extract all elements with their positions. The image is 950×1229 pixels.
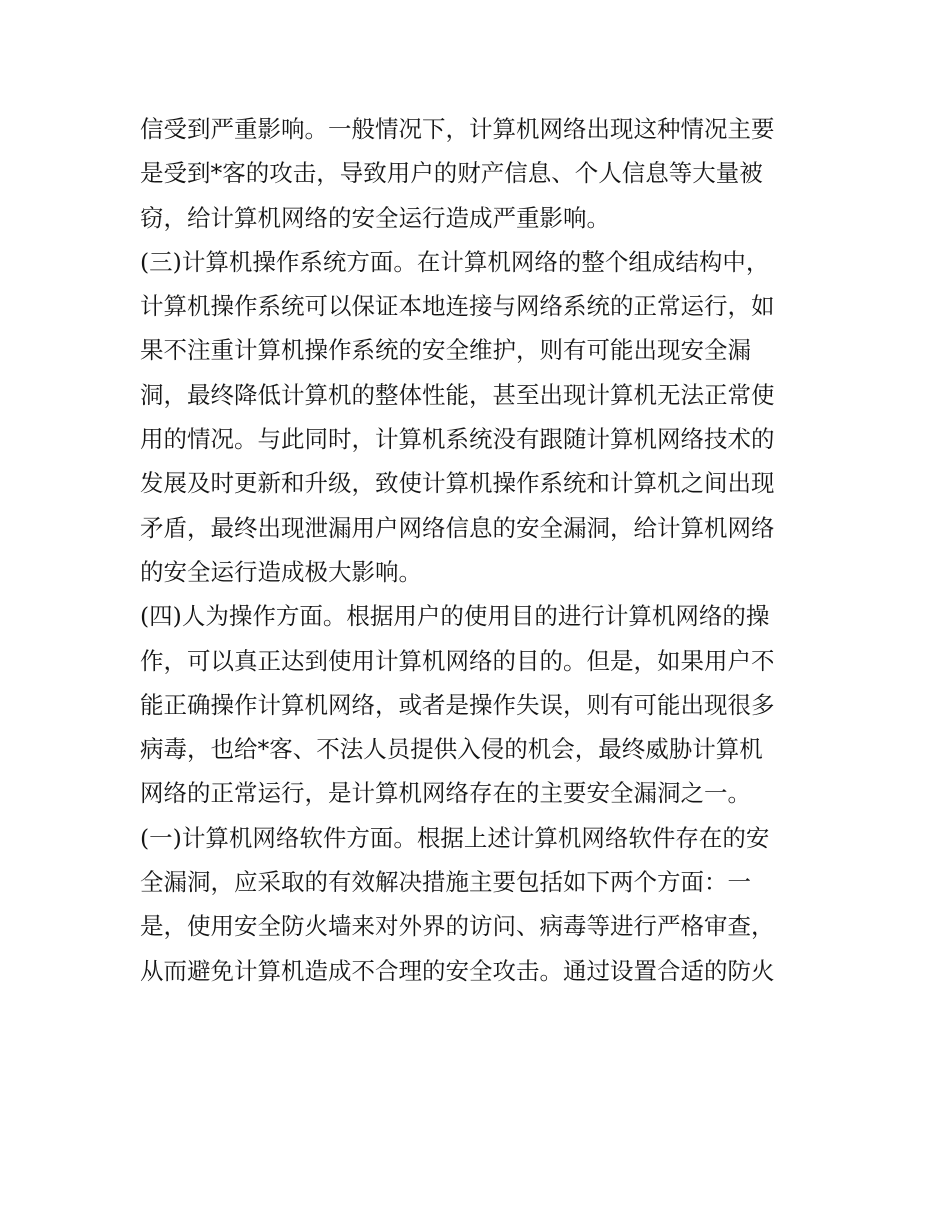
text-line: 网络的正常运行，是计算机网络存在的主要安全漏洞之一。 xyxy=(140,779,751,808)
text-line: 发展及时更新和升级，致使计算机操作系统和计算机之间出现 xyxy=(140,469,775,498)
text-line: 能正确操作计算机网络，或者是操作失误，则有可能出现很多 xyxy=(140,690,775,719)
text-line: 窃，给计算机网络的安全运行造成严重影响。 xyxy=(140,203,610,232)
text-line: (四)人为操作方面。根据用户的使用目的进行计算机网络的操 xyxy=(140,602,770,631)
body-text xyxy=(140,107,816,993)
text-line: 用的情况。与此同时，计算机系统没有跟随计算机网络技术的 xyxy=(140,425,775,454)
text-line: 矛盾，最终出现泄漏用户网络信息的安全漏洞，给计算机网络 xyxy=(140,513,775,542)
text-line: 洞，最终降低计算机的整体性能，甚至出现计算机无法正常使 xyxy=(140,380,775,409)
text-line: 作，可以真正达到使用计算机网络的目的。但是，如果用户不 xyxy=(140,646,775,675)
text-line: 的安全运行造成极大影响。 xyxy=(140,557,422,586)
text-line: (一)计算机网络软件方面。根据上述计算机网络软件存在的安 xyxy=(140,823,770,852)
text-line: 病毒，也给*客、不法人员提供入侵的机会，最终威胁计算机 xyxy=(140,735,763,764)
text-line: 是，使用安全防火墙来对外界的访问、病毒等进行严格审查， xyxy=(140,912,775,941)
text-line: 信受到严重影响。一般情况下，计算机网络出现这种情况主要 xyxy=(140,115,775,143)
text-line: 从而避免计算机造成不合理的安全攻击。通过设置合适的防火 xyxy=(140,956,775,985)
text-line: 计算机操作系统可以保证本地连接与网络系统的正常运行，如 xyxy=(140,292,775,321)
text-line: 是受到*客的攻击，导致用户的财产信息、个人信息等大量被 xyxy=(140,159,763,188)
text-line: 全漏洞，应采取的有效解决措施主要包括如下两个方面：一 xyxy=(140,868,751,897)
text-line: (三)计算机操作系统方面。在计算机网络的整个组成结构中， xyxy=(140,247,770,276)
text-line: 果不注重计算机操作系统的安全维护，则有可能出现安全漏 xyxy=(140,336,751,365)
